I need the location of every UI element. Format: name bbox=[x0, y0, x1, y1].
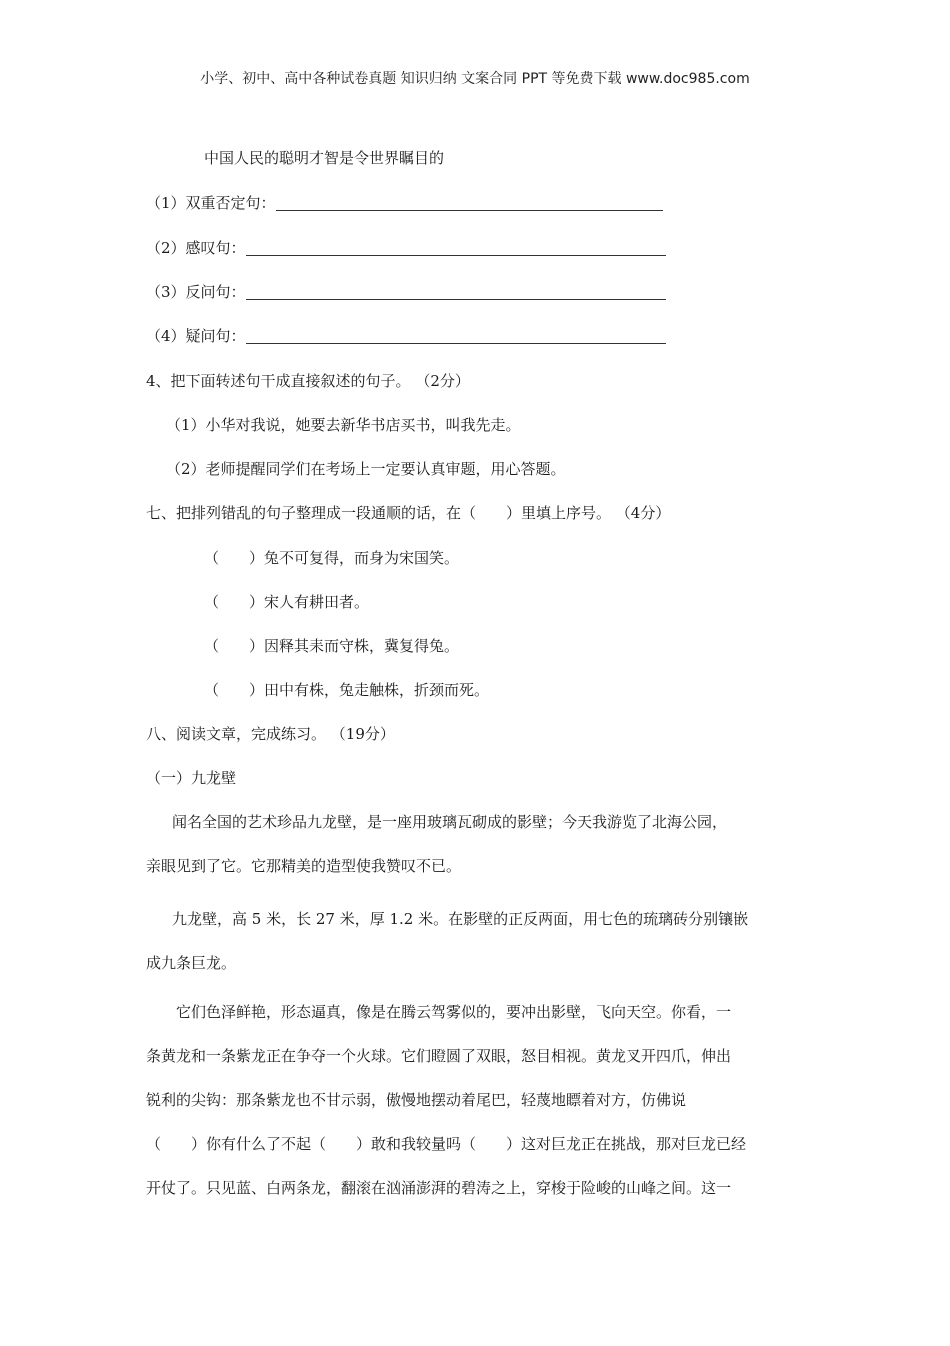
q7-item: （ ）宋人有耕田者。 bbox=[204, 593, 370, 611]
passage-paragraph-1 bbox=[146, 800, 806, 888]
passage-line: 九龙壁，高 5 米，长 27 米，厚 1.2 米。在影壁的正反两面，用七色的琉璃砖分别镶嵌 bbox=[172, 910, 749, 928]
rewrite-label: （4）疑问句： bbox=[146, 327, 246, 345]
rewrite-label: （3）反问句： bbox=[146, 283, 246, 301]
passage-title: （一）九龙壁 bbox=[146, 769, 237, 787]
q7-item: （ ）兔不可复得，而身为宋国笑。 bbox=[204, 549, 460, 567]
answer-blank[interactable] bbox=[246, 254, 666, 256]
passage-line: 亲眼见到了它。它那精美的造型使我赞叹不已。 bbox=[146, 857, 462, 875]
passage-paragraph-3 bbox=[146, 990, 806, 1210]
q7-item: （ ）因释其耒而守株，冀复得兔。 bbox=[204, 637, 460, 655]
passage-line: 闻名全国的艺术珍品九龙壁，是一座用玻璃瓦砌成的影壁；今天我游览了北海公园， bbox=[172, 813, 728, 831]
passage-paragraph-2 bbox=[146, 897, 806, 985]
rewrite-item bbox=[146, 237, 666, 258]
answer-blank[interactable] bbox=[276, 209, 663, 211]
q7-title: 七、把排列错乱的句子整理成一段通顺的话，在（ ）里填上序号。 （4分） bbox=[146, 504, 671, 522]
answer-blank[interactable] bbox=[246, 298, 666, 300]
q7-item: （ ）田中有株，兔走触株，折颈而死。 bbox=[204, 681, 490, 699]
base-sentence: 中国人民的聪明才智是令世界瞩目的 bbox=[204, 149, 445, 167]
passage-line: 开仗了。只见蓝、白两条龙，翻滚在汹涌澎湃的碧涛之上，穿梭于险峻的山峰之间。这一 bbox=[146, 1179, 732, 1197]
passage-line: 它们色泽鲜艳，形态逼真，像是在腾云驾雾似的，要冲出影壁，飞向天空。你看，一 bbox=[176, 1003, 732, 1021]
answer-blank[interactable] bbox=[246, 342, 666, 344]
rewrite-item bbox=[146, 192, 663, 213]
q4-item: （1）小华对我说，她要去新华书店买书，叫我先走。 bbox=[166, 416, 521, 434]
passage-line: （ ）你有什么了不起（ ）敢和我较量吗（ ）这对巨龙正在挑战，那对巨龙已经 bbox=[146, 1135, 747, 1153]
rewrite-item bbox=[146, 281, 666, 302]
rewrite-item bbox=[146, 325, 666, 346]
q8-title: 八、阅读文章，完成练习。 （19分） bbox=[146, 725, 395, 743]
rewrite-label: （2）感叹句： bbox=[146, 239, 246, 257]
q4-item: （2）老师提醒同学们在考场上一定要认真审题，用心答题。 bbox=[166, 460, 566, 478]
q4-title: 4、把下面转述句干成直接叙述的句子。 （2分） bbox=[146, 372, 470, 390]
passage-line: 成九条巨龙。 bbox=[146, 954, 237, 972]
passage-line: 条黄龙和一条紫龙正在争夺一个火球。它们瞪圆了双眼，怒目相视。黄龙叉开四爪，伸出 bbox=[146, 1047, 732, 1065]
page-header: 小学、初中、高中各种试卷真题 知识归纳 文案合同 PPT 等免费下载 www.doc985.com bbox=[200, 71, 750, 87]
rewrite-label: （1）双重否定句： bbox=[146, 194, 276, 212]
passage-line: 锐利的尖钩：那条紫龙也不甘示弱，傲慢地摆动着尾巴，轻蔑地瞟着对方，仿佛说 bbox=[146, 1091, 687, 1109]
